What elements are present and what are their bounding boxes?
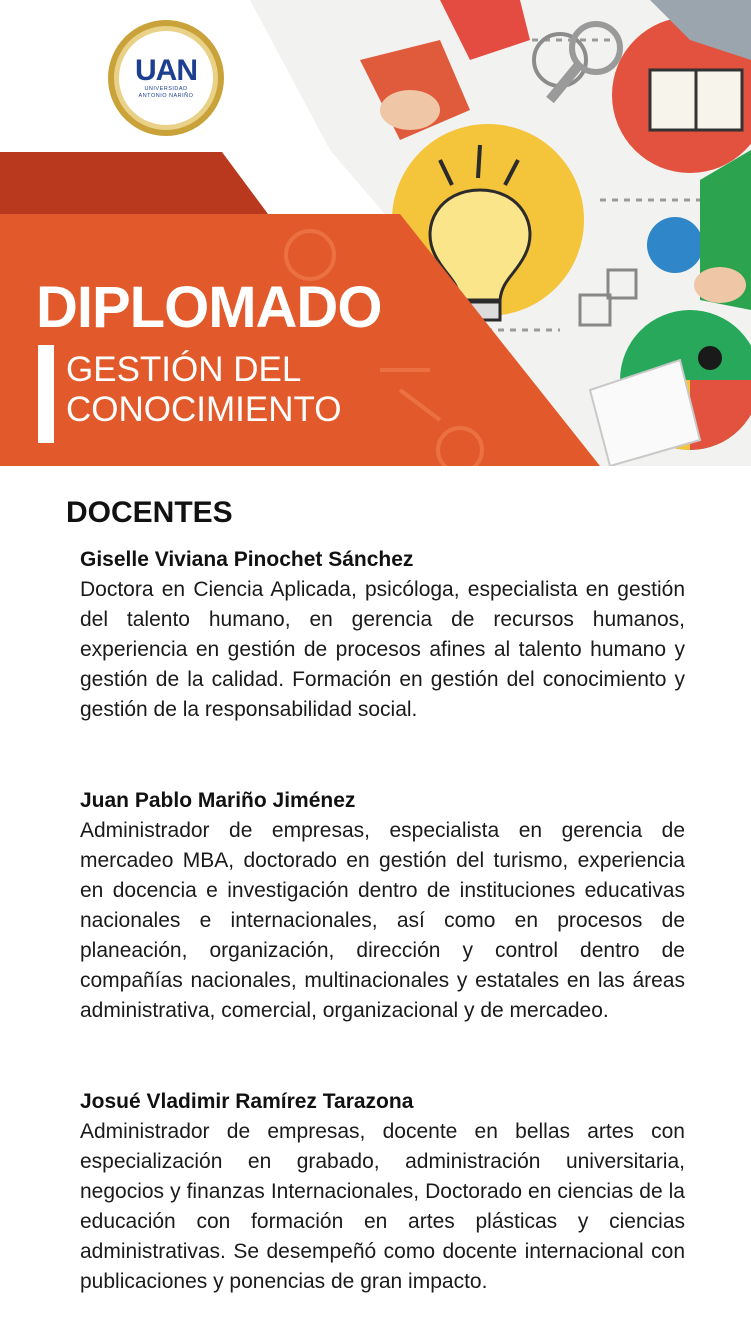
logo-text: UAN [135, 54, 197, 87]
title-accent-bar [38, 345, 54, 443]
teacher-name: Giselle Viviana Pinochet Sánchez [80, 548, 414, 571]
teacher-entry [80, 545, 685, 725]
teacher-bio: Doctora en Ciencia Aplicada, psicóloga, especialista en gestión del talento humano, en gerencia de recursos humanos, experiencia en gestión de procesos afines al talento humano y gestión de la calidad. Formación en gestión del conocimiento y gestión de la responsabilidad social. [80, 578, 685, 721]
section-heading: DOCENTES [66, 496, 233, 529]
teacher-bio: Administrador de empresas, docente en bellas artes con especialización en grabado, administración universitaria, negocios y finanzas Internacionales, Doctorado en ciencias de la educación con formación en artes plásticas y ciencias administrativas. Se desempeñó como docente internacional con publicaciones y ponencias de gran impacto. [80, 1120, 685, 1293]
logo-subtitle: UNIVERSIDAD ANTONIO NARIÑO [138, 86, 194, 99]
program-name: GESTIÓN DEL CONOCIMIENTO [66, 350, 342, 429]
teacher-name: Josué Vladimir Ramírez Tarazona [80, 1090, 414, 1113]
teacher-entry [80, 786, 685, 1026]
teacher-entry [80, 1087, 685, 1297]
header-banner [0, 0, 751, 466]
program-type-title: DIPLOMADO [36, 275, 382, 340]
teacher-name: Juan Pablo Mariño Jiménez [80, 789, 356, 812]
teacher-bio: Administrador de empresas, especialista en gerencia de mercadeo MBA, doctorado en gestión del turismo, experiencia en docencia e investigación dentro de instituciones educativas nacionales e internacionales, así como en procesos de planeación, organización, dirección y control dentro de compañías nacionales, multinacionales y estatales en las áreas administrativa, comercial, organizacional y de mercadeo. [80, 819, 685, 1022]
